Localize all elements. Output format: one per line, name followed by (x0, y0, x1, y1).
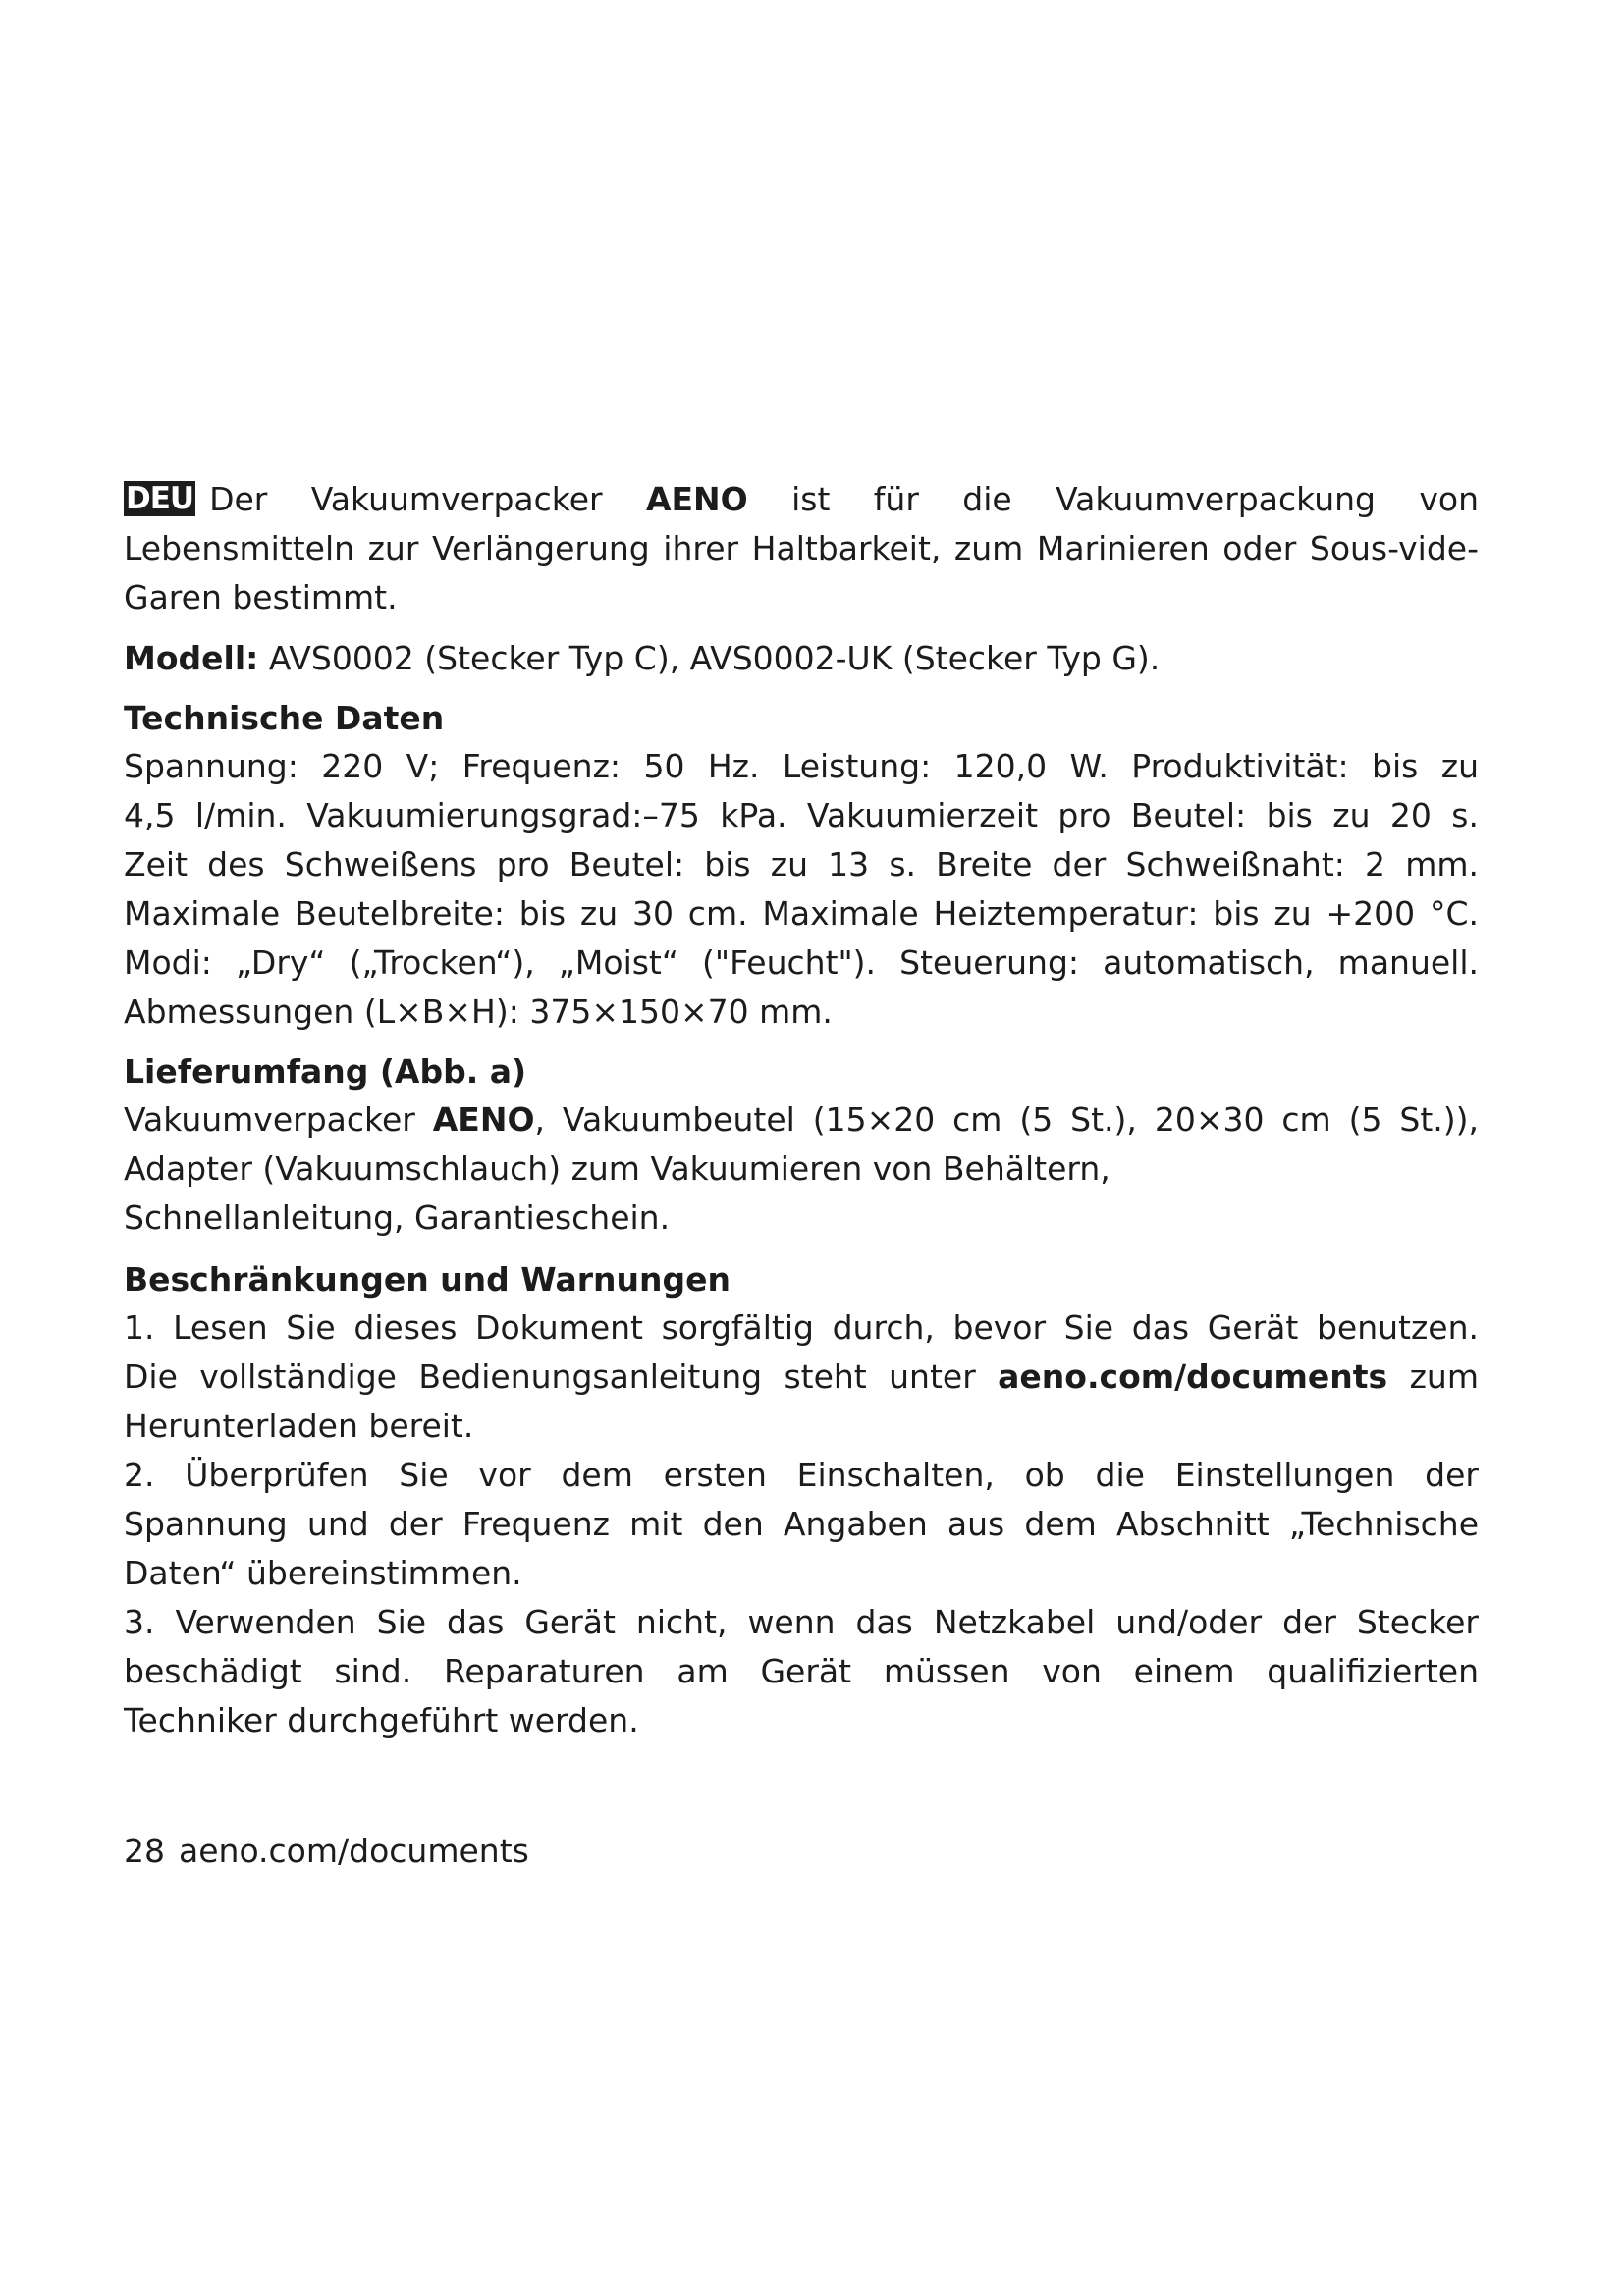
warning-item-1 (124, 1304, 1479, 1451)
warning-text-after: zum (1387, 1358, 1479, 1396)
intro-brand: AENO (645, 480, 748, 518)
page-number: 28 (124, 1832, 165, 1870)
model-text: AVS0002 (Stecker Typ C), AVS0002-UK (Stecker Typ G). (258, 639, 1161, 677)
tech-line: Maximale Beutelbreite: bis zu 30 cm. Maximale Heiztemperatur: bis zu +200 °C. (124, 894, 1479, 933)
warnings-list (124, 1304, 1479, 1745)
model-label: Modell: (124, 639, 259, 677)
footer-url[interactable]: aeno.com/documents (179, 1832, 529, 1870)
warnings-heading: Beschränkungen und Warnungen (124, 1260, 731, 1299)
scope-text-before: Vakuumverpacker (124, 1100, 433, 1139)
scope-paragraph (124, 1095, 1479, 1243)
model-paragraph (124, 634, 1479, 683)
tech-line: Zeit des Schweißens pro Beutel: bis zu 13 s. Breite der Schweißnaht: 2 mm. (124, 845, 1479, 883)
warning-line: Daten“ übereinstimmen. (124, 1554, 522, 1592)
intro-paragraph (124, 475, 1479, 622)
warning-text-before: Die vollständige Bedienungsanleitung steht unter (124, 1358, 999, 1396)
warning-line: Herunterladen bereit. (124, 1407, 474, 1445)
scope-line (124, 1095, 1479, 1145)
tech-paragraph (124, 742, 1479, 1037)
warning-line: Techniker durchgeführt werden. (124, 1701, 639, 1739)
scope-text-after: , Vakuumbeutel (15×20 cm (5 St.), 20×30 cm (5 St.)), (534, 1100, 1480, 1139)
warning-line: 2. Überprüfen Sie vor dem ersten Einschalten, ob die Einstellungen der (124, 1456, 1479, 1494)
documents-link[interactable]: aeno.com/documents (998, 1358, 1388, 1396)
warning-line (124, 1353, 1479, 1402)
tech-line: Spannung: 220 V; Frequenz: 50 Hz. Leistung: 120,0 W. Produktivität: bis zu (124, 747, 1479, 785)
warning-line: 1. Lesen Sie dieses Dokument sorgfältig durch, bevor Sie das Gerät benutzen. (124, 1308, 1479, 1347)
page-footer (124, 1828, 529, 1875)
language-badge: DEU (126, 481, 194, 516)
intro-text-before: Der Vakuumverpacker (209, 480, 646, 518)
tech-line: Abmessungen (L×B×H): 375×150×70 mm. (124, 992, 833, 1031)
intro-text-after: ist für die Vakuumverpackung von Lebensmitteln zur Verlängerung ihrer Haltbarkeit, zum Marinieren oder Sous-vide-Garen bestimmt. (124, 480, 1479, 616)
scope-line: Adapter (Vakuumschlauch) zum Vakuumieren von Behältern, (124, 1149, 1110, 1188)
warning-line: 3. Verwenden Sie das Gerät nicht, wenn das Netzkabel und/oder der Stecker (124, 1603, 1479, 1641)
warning-item-3 (124, 1598, 1479, 1745)
scope-line: Schnellanleitung, Garantieschein. (124, 1199, 671, 1237)
tech-heading: Technische Daten (124, 699, 445, 737)
warning-line: beschädigt sind. Reparaturen am Gerät müssen von einem qualifizierten (124, 1652, 1479, 1690)
document-page (124, 475, 1479, 1745)
scope-brand: AENO (432, 1100, 535, 1139)
warning-item-2 (124, 1451, 1479, 1598)
scope-heading: Lieferumfang (Abb. a) (124, 1052, 527, 1091)
tech-line: 4,5 l/min. Vakuumierungsgrad:–75 kPa. Vakuumierzeit pro Beutel: bis zu 20 s. (124, 796, 1479, 834)
warning-line: Spannung und der Frequenz mit den Angaben aus dem Abschnitt „Technische (124, 1505, 1479, 1543)
tech-line: Modi: „Dry“ („Trocken“), „Moist“ ("Feucht"). Steuerung: automatisch, manuell. (124, 943, 1479, 982)
